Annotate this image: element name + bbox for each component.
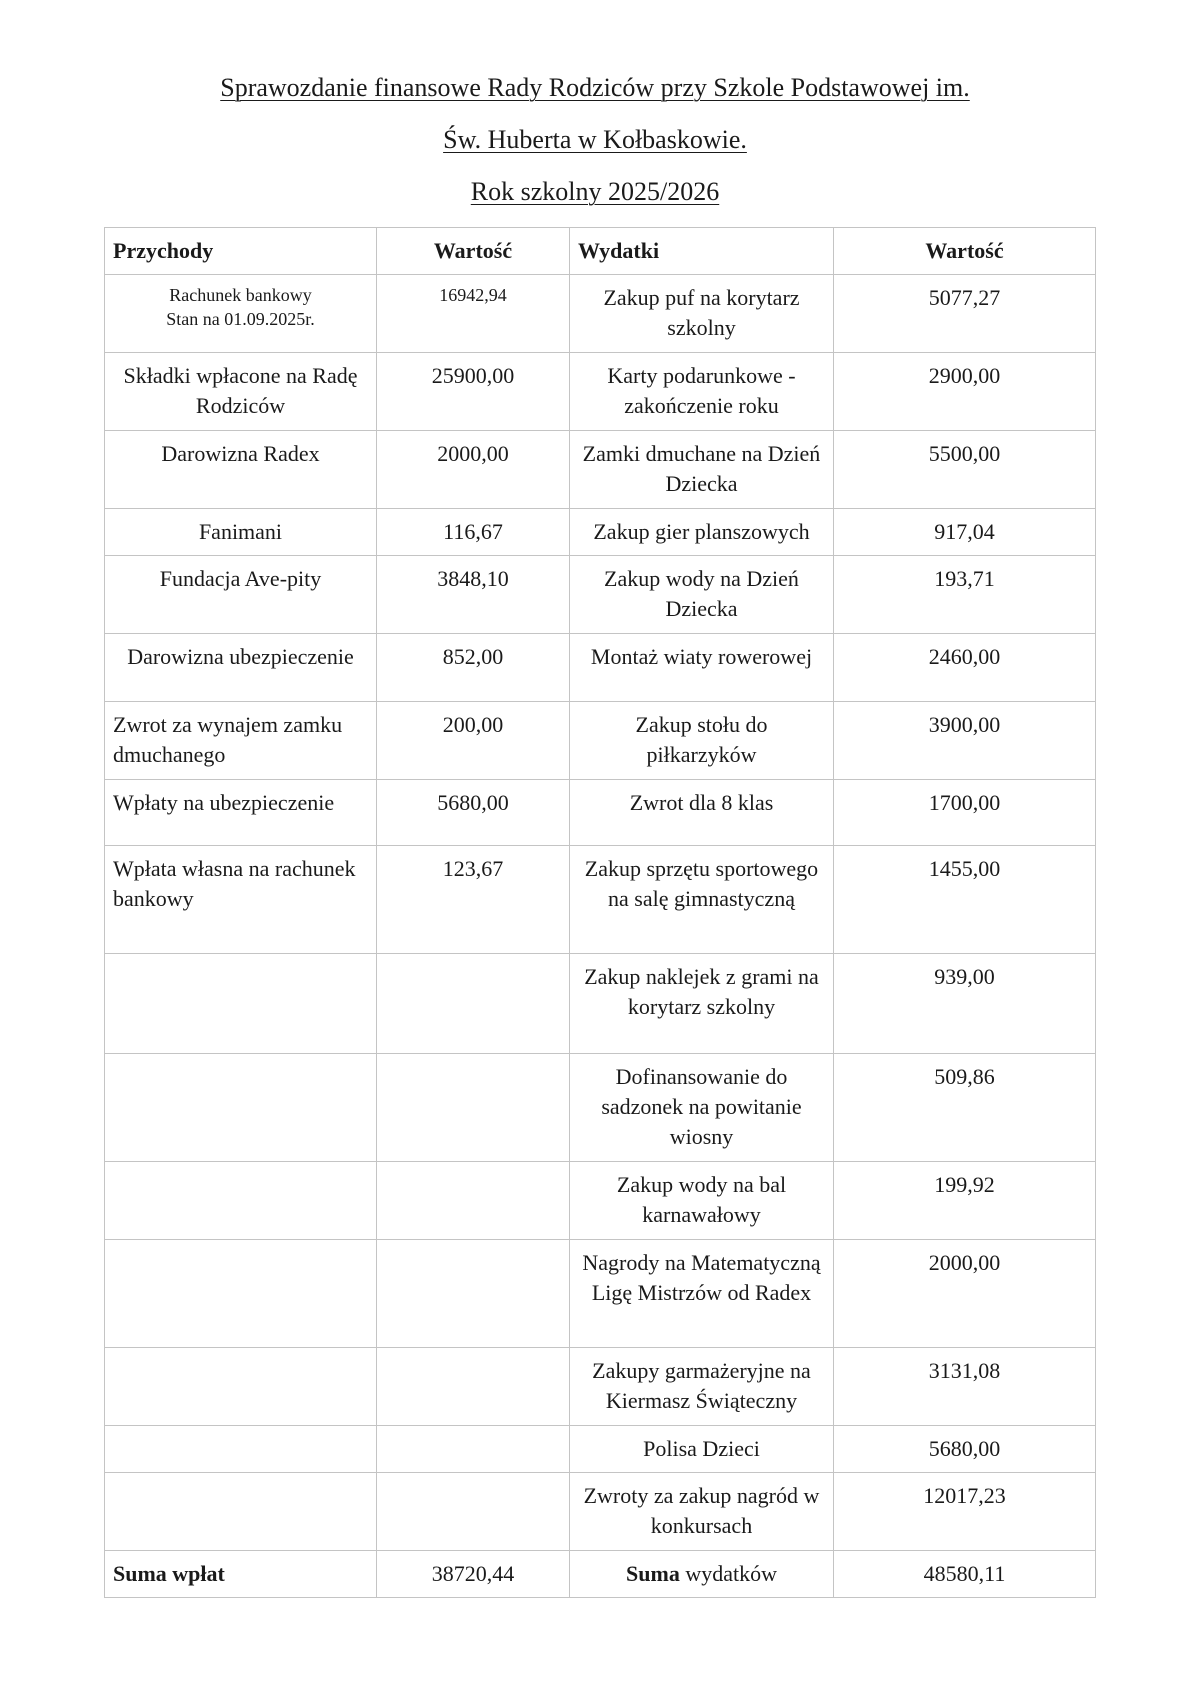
expense-cell: Dofinansowanie do sadzonek na powitanie wiosny — [570, 1054, 834, 1162]
table-row — [105, 509, 1096, 556]
table-row — [105, 634, 1096, 702]
income-cell: Fundacja Ave-pity — [105, 556, 377, 634]
header-expense-value: Wartość — [834, 228, 1096, 275]
income-cell — [105, 954, 377, 1054]
header-expense: Wydatki — [570, 228, 834, 275]
income-cell: Wpłaty na ubezpieczenie — [105, 780, 377, 846]
income-value-cell: 200,00 — [377, 702, 570, 780]
expense-cell: Zakup naklejek z grami na korytarz szkolny — [570, 954, 834, 1054]
table-header-row — [105, 228, 1096, 275]
income-value-cell — [377, 1426, 570, 1473]
title-line-1: Sprawozdanie finansowe Rady Rodziców przy Szkole Podstawowej im. — [220, 73, 970, 102]
expense-cell: Karty podarunkowe -zakończenie roku — [570, 353, 834, 431]
income-cell: Fanimani — [105, 509, 377, 556]
income-cell — [105, 275, 377, 353]
expense-value-cell: 2460,00 — [834, 634, 1096, 702]
table-row — [105, 1240, 1096, 1348]
income-value-cell — [377, 1473, 570, 1551]
income-value-cell: 123,67 — [377, 846, 570, 954]
totals-row — [105, 1551, 1096, 1598]
total-expense-label-rest: wydatków — [679, 1561, 777, 1586]
header-income: Przychody — [105, 228, 377, 275]
income-cell — [105, 1240, 377, 1348]
table-row — [105, 1473, 1096, 1551]
expense-cell: Zakup wody na Dzień Dziecka — [570, 556, 834, 634]
expense-value-cell: 917,04 — [834, 509, 1096, 556]
income-value-cell: 16942,94 — [377, 275, 570, 353]
income-cell: Darowizna Radex — [105, 431, 377, 509]
expense-value-cell: 199,92 — [834, 1162, 1096, 1240]
expense-value-cell: 193,71 — [834, 556, 1096, 634]
income-cell: Darowizna ubezpieczenie — [105, 634, 377, 702]
income-cell — [105, 1162, 377, 1240]
income-value-cell — [377, 954, 570, 1054]
table-row — [105, 353, 1096, 431]
income-cell: Zwrot za wynajem zamku dmuchanego — [105, 702, 377, 780]
income-value-cell: 2000,00 — [377, 431, 570, 509]
total-income-value: 38720,44 — [377, 1551, 570, 1598]
income-cell — [105, 1426, 377, 1473]
income-cell — [105, 1473, 377, 1551]
expense-cell: Zakup puf na korytarz szkolny — [570, 275, 834, 353]
income-value-cell: 852,00 — [377, 634, 570, 702]
income-cell — [105, 1054, 377, 1162]
table-row — [105, 1054, 1096, 1162]
header-income-value: Wartość — [377, 228, 570, 275]
table-row — [105, 954, 1096, 1054]
income-cell: Wpłata własna na rachunek bankowy — [105, 846, 377, 954]
income-label-line-1: Rachunek bankowy — [169, 285, 312, 305]
expense-cell: Polisa Dzieci — [570, 1426, 834, 1473]
table-row — [105, 846, 1096, 954]
expense-value-cell: 2000,00 — [834, 1240, 1096, 1348]
table-row — [105, 1162, 1096, 1240]
table-row — [105, 702, 1096, 780]
table-row — [105, 275, 1096, 353]
table-row — [105, 780, 1096, 846]
expense-cell: Zwrot dla 8 klas — [570, 780, 834, 846]
income-value-cell — [377, 1348, 570, 1426]
income-value-cell: 3848,10 — [377, 556, 570, 634]
expense-cell: Zamki dmuchane na Dzień Dziecka — [570, 431, 834, 509]
title-line-2: Św. Huberta w Kołbaskowie. — [443, 125, 747, 154]
table-row — [105, 1426, 1096, 1473]
table-row — [105, 1348, 1096, 1426]
expense-value-cell: 1455,00 — [834, 846, 1096, 954]
finance-table — [104, 227, 1096, 1598]
income-cell — [105, 1348, 377, 1426]
expense-cell: Nagrody na Matematyczną Ligę Mistrzów od Radex — [570, 1240, 834, 1348]
income-label-line-2: Stan na 01.09.2025r. — [166, 309, 315, 329]
expense-cell: Zwroty za zakup nagród w konkursach — [570, 1473, 834, 1551]
expense-cell: Montaż wiaty rowerowej — [570, 634, 834, 702]
expense-value-cell: 2900,00 — [834, 353, 1096, 431]
expense-value-cell: 939,00 — [834, 954, 1096, 1054]
expense-value-cell: 5500,00 — [834, 431, 1096, 509]
income-value-cell: 116,67 — [377, 509, 570, 556]
expense-cell: Zakup sprzętu sportowego na salę gimnastyczną — [570, 846, 834, 954]
expense-value-cell: 5077,27 — [834, 275, 1096, 353]
expense-value-cell: 12017,23 — [834, 1473, 1096, 1551]
title-line-3: Rok szkolny 2025/2026 — [470, 177, 720, 206]
income-cell: Składki wpłacone na Radę Rodziców — [105, 353, 377, 431]
expense-value-cell: 3131,08 — [834, 1348, 1096, 1426]
expense-value-cell: 5680,00 — [834, 1426, 1096, 1473]
expense-cell: Zakup wody na bal karnawałowy — [570, 1162, 834, 1240]
table-row — [105, 431, 1096, 509]
income-value-cell — [377, 1054, 570, 1162]
expense-value-cell: 3900,00 — [834, 702, 1096, 780]
total-expense-value: 48580,11 — [834, 1551, 1096, 1598]
income-value-cell: 25900,00 — [377, 353, 570, 431]
expense-cell: Zakupy garmażeryjne na Kiermasz Świąteczny — [570, 1348, 834, 1426]
expense-value-cell: 1700,00 — [834, 780, 1096, 846]
expense-cell: Zakup stołu do piłkarzyków — [570, 702, 834, 780]
total-expense-label-bold: Suma — [626, 1561, 680, 1586]
income-value-cell: 5680,00 — [377, 780, 570, 846]
report-title — [0, 62, 1190, 218]
total-income-label: Suma wpłat — [105, 1551, 377, 1598]
total-expense-label — [570, 1551, 834, 1598]
income-value-cell — [377, 1162, 570, 1240]
table-row — [105, 556, 1096, 634]
expense-value-cell: 509,86 — [834, 1054, 1096, 1162]
income-value-cell — [377, 1240, 570, 1348]
expense-cell: Zakup gier planszowych — [570, 509, 834, 556]
